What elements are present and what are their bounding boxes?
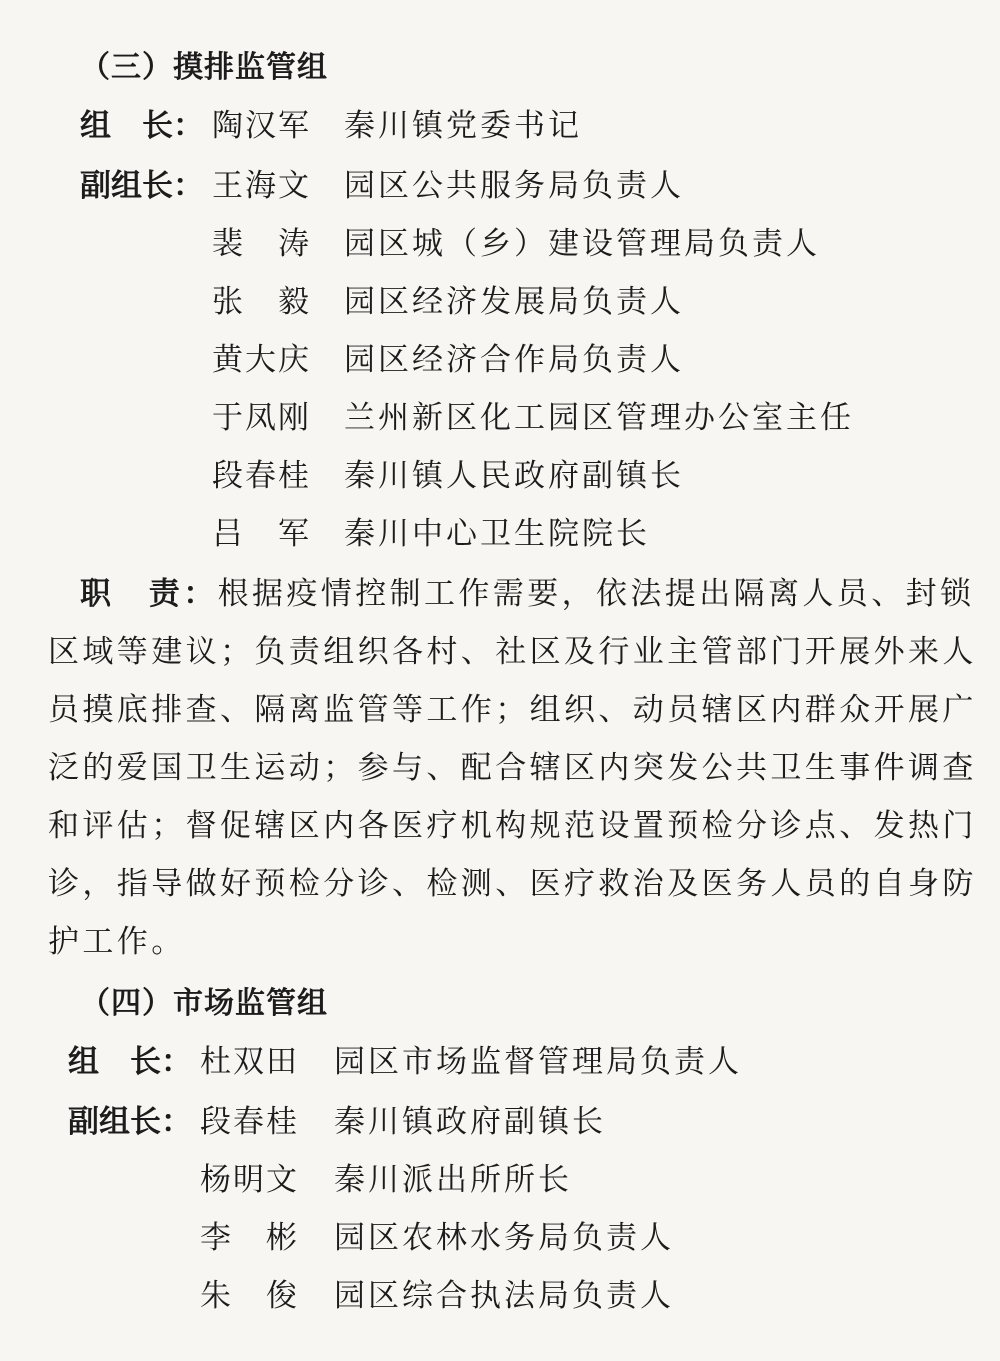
- duty-label: 职 责：: [80, 576, 218, 612]
- deputy-role: 兰州新区化工园区管理办公室主任: [344, 400, 854, 436]
- duty-line: 护工作。: [48, 924, 186, 960]
- deputy-role: 园区综合执法局负责人: [334, 1278, 674, 1314]
- duty-line: 员摸底排查、隔离监管等工作；组织、动员辖区内群众开展广: [48, 692, 977, 728]
- deputy-role: 秦川派出所所长: [334, 1162, 572, 1198]
- deputy-role: 秦川中心卫生院院长: [344, 516, 650, 552]
- deputy-name: 朱 俊: [200, 1278, 299, 1314]
- deputy-name: 于凤刚: [212, 400, 311, 436]
- deputy-role: 园区经济发展局负责人: [344, 284, 684, 320]
- duty-text: 根据疫情控制工作需要，依法提出隔离人员、封锁: [217, 576, 975, 612]
- leader-role: 秦川镇党委书记: [344, 108, 582, 144]
- section4-heading: （四）市场监管组: [80, 986, 328, 1021]
- leader-name: 杜双田: [200, 1044, 299, 1080]
- deputy-role: 园区城（乡）建设管理局负责人: [344, 226, 820, 262]
- deputy-role: 秦川镇政府副镇长: [334, 1104, 606, 1140]
- deputy-role: 园区公共服务局负责人: [344, 168, 684, 204]
- leader-label: 组 长：: [80, 108, 204, 144]
- deputy-name: 王海文: [212, 168, 311, 204]
- deputy-role: 秦川镇人民政府副镇长: [344, 458, 684, 494]
- deputy-role: 园区经济合作局负责人: [344, 342, 684, 378]
- leader-name: 陶汉军: [212, 108, 311, 144]
- leader-role: 园区市场监督管理局负责人: [334, 1044, 742, 1080]
- deputy-name: 张 毅: [212, 284, 311, 320]
- deputy-name: 李 彬: [200, 1220, 299, 1256]
- deputy-label: 副组长：: [80, 168, 204, 204]
- deputy-name: 段春桂: [212, 458, 311, 494]
- duty-line: 区域等建议；负责组织各村、社区及行业主管部门开展外来人: [48, 634, 977, 670]
- deputy-role: 园区农林水务局负责人: [334, 1220, 674, 1256]
- section3-heading: （三）摸排监管组: [80, 50, 328, 85]
- deputy-label: 副组长：: [68, 1104, 192, 1140]
- duty-line: [80, 568, 975, 613]
- duty-line: 诊，指导做好预检分诊、检测、医疗救治及医务人员的自身防: [48, 866, 977, 902]
- deputy-name: 杨明文: [200, 1162, 299, 1198]
- leader-label: 组 长：: [68, 1044, 192, 1080]
- deputy-name: 黄大庆: [212, 342, 311, 378]
- deputy-name: 段春桂: [200, 1104, 299, 1140]
- deputy-name: 吕 军: [212, 516, 311, 552]
- duty-line: 泛的爱国卫生运动；参与、配合辖区内突发公共卫生事件调查: [48, 750, 977, 786]
- duty-line: 和评估；督促辖区内各医疗机构规范设置预检分诊点、发热门: [48, 808, 977, 844]
- deputy-name: 裴 涛: [212, 226, 311, 262]
